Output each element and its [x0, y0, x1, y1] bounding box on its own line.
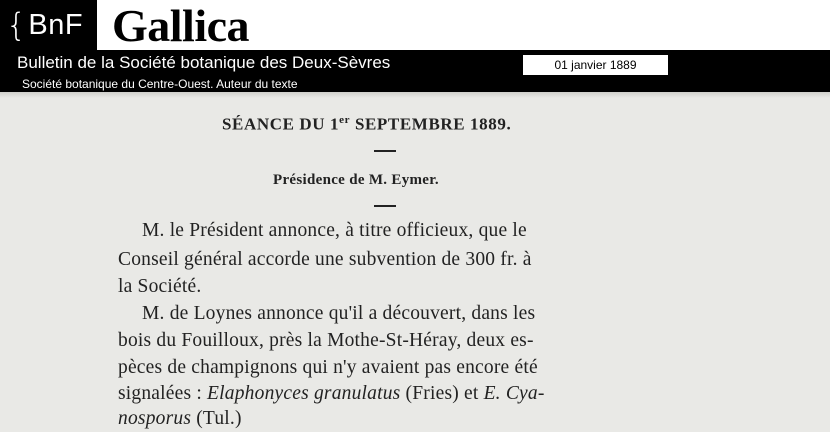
text-line-part: signalées : — [118, 383, 208, 404]
scan-edge — [0, 92, 830, 98]
document-title: Bulletin de la Société botanique des Deux-Sèvres — [17, 53, 391, 72]
gallica-logo[interactable]: Gallica — [112, 0, 250, 51]
scanned-page — [0, 92, 830, 432]
text-line: Conseil général accorde une subvention de 300 fr. à — [118, 249, 532, 270]
species-name: E. Cya- — [483, 383, 545, 404]
bnf-logo[interactable] — [0, 0, 97, 50]
divider-rule — [374, 205, 396, 207]
document-header — [0, 50, 830, 92]
species-name: nosporus — [118, 408, 192, 429]
bnf-logo-brace: { — [6, 6, 27, 44]
top-bar — [0, 0, 830, 50]
seance-heading — [222, 114, 511, 135]
text-line: M. le Président annonce, à titre officieux, que le — [142, 220, 527, 241]
text-line-part: (Fries) et — [400, 383, 484, 404]
divider-rule — [374, 150, 396, 152]
bnf-logo-text: BnF — [28, 8, 84, 41]
presidence-line: Présidence de M. Eymer. — [273, 172, 439, 188]
document-author: Société botanique du Centre-Ouest. Auteur du texte — [22, 77, 298, 91]
text-line-part: (Tul.) — [191, 408, 242, 429]
text-line — [118, 408, 242, 430]
seance-heading-pre: SÉANCE DU 1 — [222, 114, 340, 134]
text-line — [118, 383, 545, 405]
seance-heading-post: SEPTEMBRE 1889. — [350, 114, 512, 134]
text-line: bois du Fouilloux, près la Mothe-St-Héray, deux es- — [118, 330, 534, 351]
text-line: pèces de champignons qui n'y avaient pas encore été — [118, 357, 538, 378]
text-line: M. de Loynes annonce qu'il a découvert, dans les — [142, 303, 536, 324]
document-date: 01 janvier 1889 — [523, 55, 668, 75]
seance-heading-sup: er — [339, 114, 351, 126]
text-line: la Société. — [118, 276, 202, 297]
species-name: Elaphonyces granulatus — [207, 383, 401, 404]
